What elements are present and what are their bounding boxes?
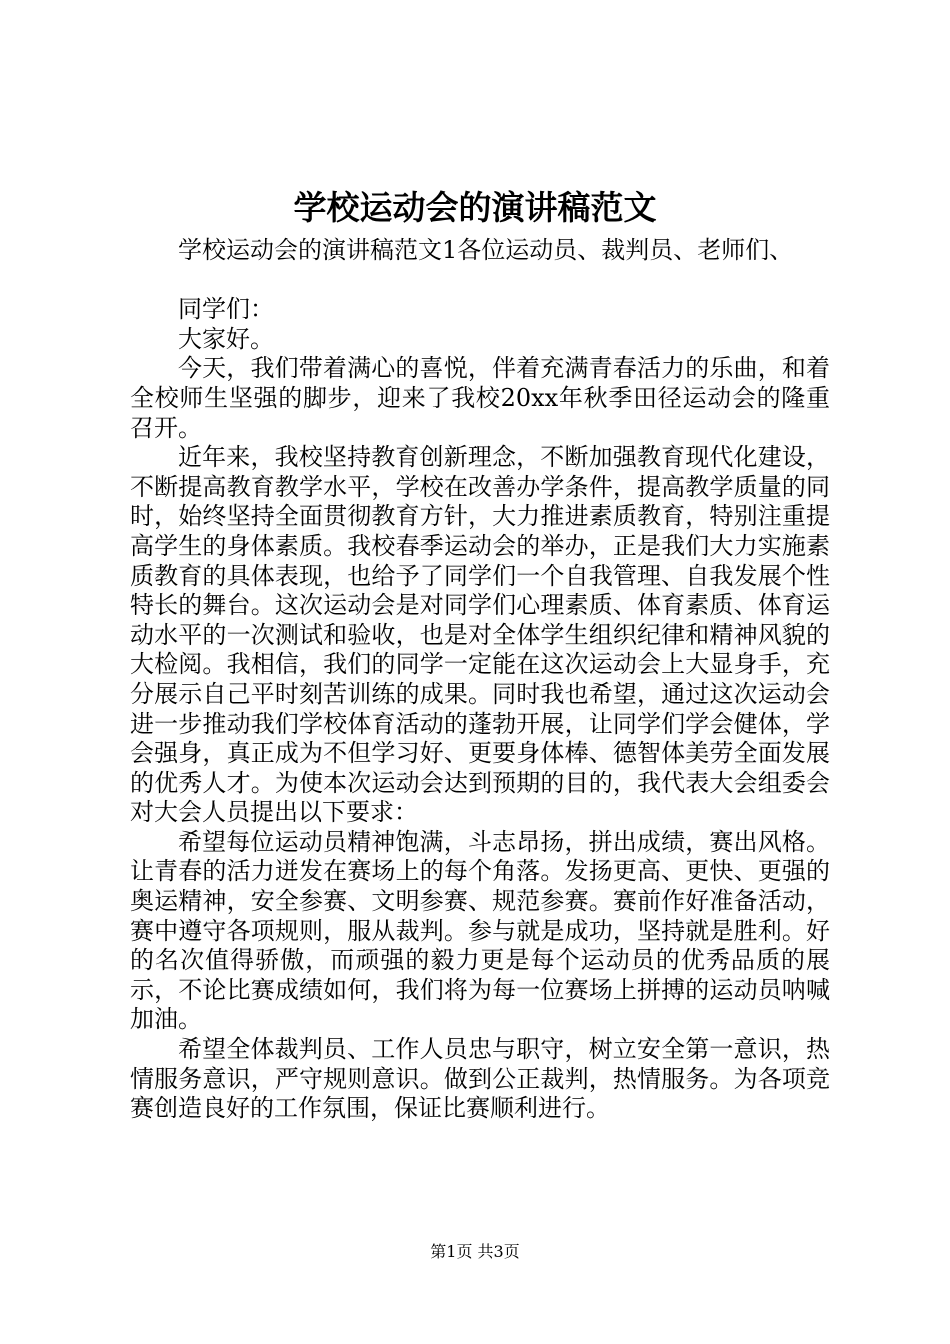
paragraph-opening: 今天，我们带着满心的喜悦，伴着充满青春活力的乐曲，和着全校师生坚强的脚步，迎来了我校20xx年秋季田径运动会的隆重召开。: [130, 354, 830, 442]
paragraph-greeting-students: 同学们：: [178, 295, 274, 324]
page-footer: 第1页 共3页: [430, 1242, 520, 1261]
document-body: [130, 236, 830, 1124]
paragraph-school-development: 近年来，我校坚持教育创新理念，不断加强教育现代化建设，不断提高教育教学水平，学校在改善办学条件，提高教学质量的同时，始终坚持全面贯彻教育方针，大力推进素质教育，特别注重提高学生的身体素质。我校春季运动会的举办，正是我们大力实施素质教育的具体表现，也给予了同学们一个自我管理、自我发展个性特长的舞台。这次运动会是对同学们心理素质、体育素质、体育运动水平的一次测试和验收，也是对全体学生组织纪律和精神风貌的大检阅。我相信，我们的同学一定能在这次运动会上大显身手，充分展示自己平时刻苦训练的成果。同时我也希望，通过这次运动会进一步推动我们学校体育活动的蓬勃开展，让同学们学会健体，学会强身，真正成为不但学习好、更要身体棒、德智体美劳全面发展的优秀人才。为使本次运动会达到预期的目的，我代表大会组委会对大会人员提出以下要求：: [130, 443, 830, 827]
document-title: 学校运动会的演讲稿范文: [293, 188, 657, 227]
paragraph-referees: 希望全体裁判员、工作人员忠与职守，树立安全第一意识，热情服务意识，严守规则意识。做到公正裁判，热情服务。为各项竞赛创造良好的工作氛围，保证比赛顺利进行。: [130, 1035, 830, 1123]
paragraph-hello: 大家好。: [178, 324, 274, 353]
paragraph-athletes: 希望每位运动员精神饱满，斗志昂扬，拼出成绩，赛出风格。让青春的活力迸发在赛场上的每个角落。发扬更高、更快、更强的奥运精神，安全参赛、文明参赛、规范参赛。赛前作好准备活动，赛中遵守各项规则，服从裁判。参与就是成功，坚持就是胜利。好的名次值得骄傲，而顽强的毅力更是每个运动员的优秀品质的展示，不论比赛成绩如何，我们将为每一位赛场上拼搏的运动员呐喊加油。: [130, 827, 830, 1034]
paragraph-intro: 学校运动会的演讲稿范文1各位运动员、裁判员、老师们、: [178, 236, 794, 264]
